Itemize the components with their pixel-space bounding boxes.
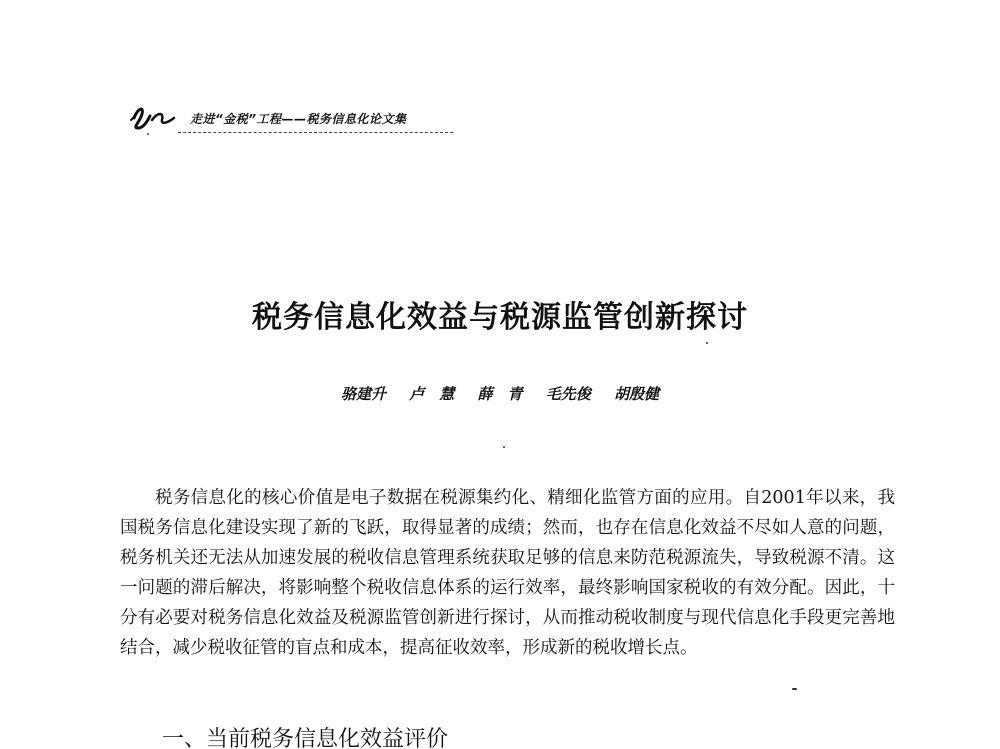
scan-speck bbox=[792, 688, 797, 690]
calligraphy-mark-icon bbox=[128, 98, 186, 136]
scan-speck bbox=[503, 446, 505, 448]
running-header bbox=[128, 92, 458, 142]
article-title: 税务信息化效益与税源监管创新探讨 bbox=[252, 300, 748, 336]
section-heading: 一、当前税务信息化效益评价 bbox=[162, 727, 449, 749]
author-name: 薛 青 bbox=[477, 385, 523, 403]
author-name: 毛先俊 bbox=[545, 385, 591, 403]
author-name: 骆建升 bbox=[340, 385, 386, 403]
body-paragraph: 税务信息化的核心价值是电子数据在税源集约化、精细化监管方面的应用。自2001年以来，我国税务信息化建设实现了新的飞跃，取得显著的成绩；然而，也存在信息化效益不尽如人意的问题，税务机关还无法从加速发展的税收信息管理系统获取足够的信息来防范税源流失，导致税源不清。这一问题的滞后解决，将影响整个税收信息体系的运行效率，最终影响国家税收的有效分配。因此，十分有必要对税务信息化效益及税源监管创新进行探讨，从而推动税收制度与现代信息化手段更完善地结合，减少税收征管的盲点和成本，提高征收效率，形成新的税收增长点。 bbox=[120, 488, 895, 658]
header-divider bbox=[178, 132, 453, 133]
scan-speck bbox=[706, 342, 708, 344]
running-title: 走进“金税”工程——税务信息化论文集 bbox=[190, 112, 407, 126]
author-list bbox=[0, 383, 1000, 404]
author-name: 胡殷健 bbox=[613, 385, 659, 403]
author-name: 卢 慧 bbox=[409, 385, 455, 403]
